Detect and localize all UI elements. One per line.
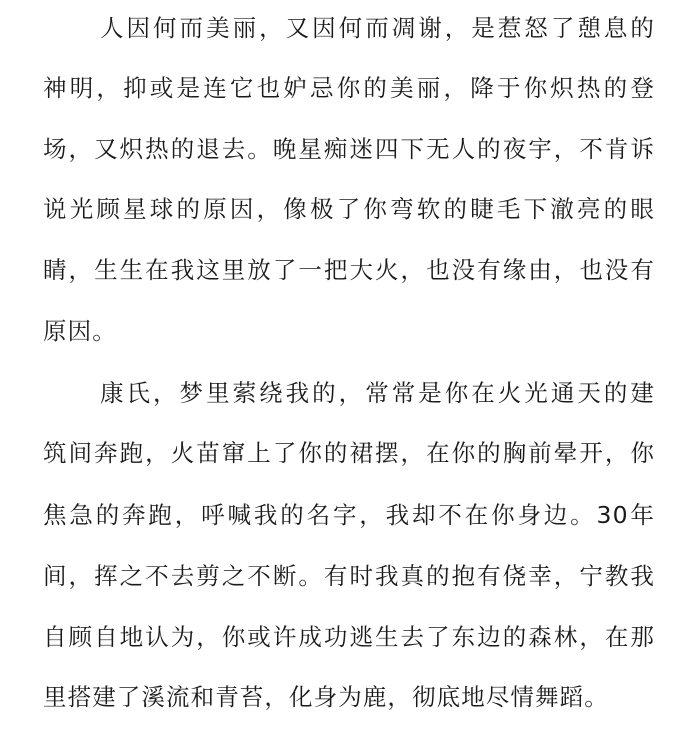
text-line: 睛，生生在我这里放了一把大火，也没有缘由，也没有 [43,256,655,284]
text-line: 神明，抑或是连它也妒忌你的美丽，降于你炽热的登 [43,74,655,102]
text-line: 原因。 [43,317,117,345]
text-line: 里搭建了溪流和青苔，化身为鹿，彻底地尽情舞蹈。 [43,683,609,711]
text-line: 人因何而美丽，又因何而凋谢，是惹怒了憩息的 [100,14,655,42]
text-line: 间，挥之不去剪之不断。有时我真的抱有侥幸，宁教我 [43,562,655,590]
text-line: 场，又炽热的退去。晚星痴迷四下无人的夜宇，不肯诉 [43,135,655,163]
text-line: 说光顾星球的原因，像极了你弯软的睫毛下澈亮的眼 [43,195,655,223]
text-line: 筑间奔跑，火苗窜上了你的裙摆，在你的胸前晕开，你 [43,439,655,467]
text-line: 焦急的奔跑，呼喊我的名字，我却不在你身边。30年 [43,501,655,529]
text-line: 自顾自地认为，你或许成功逃生去了东边的森林，在那 [43,623,655,651]
text-line: 康氏，梦里萦绕我的，常常是你在火光通天的建 [100,379,655,407]
